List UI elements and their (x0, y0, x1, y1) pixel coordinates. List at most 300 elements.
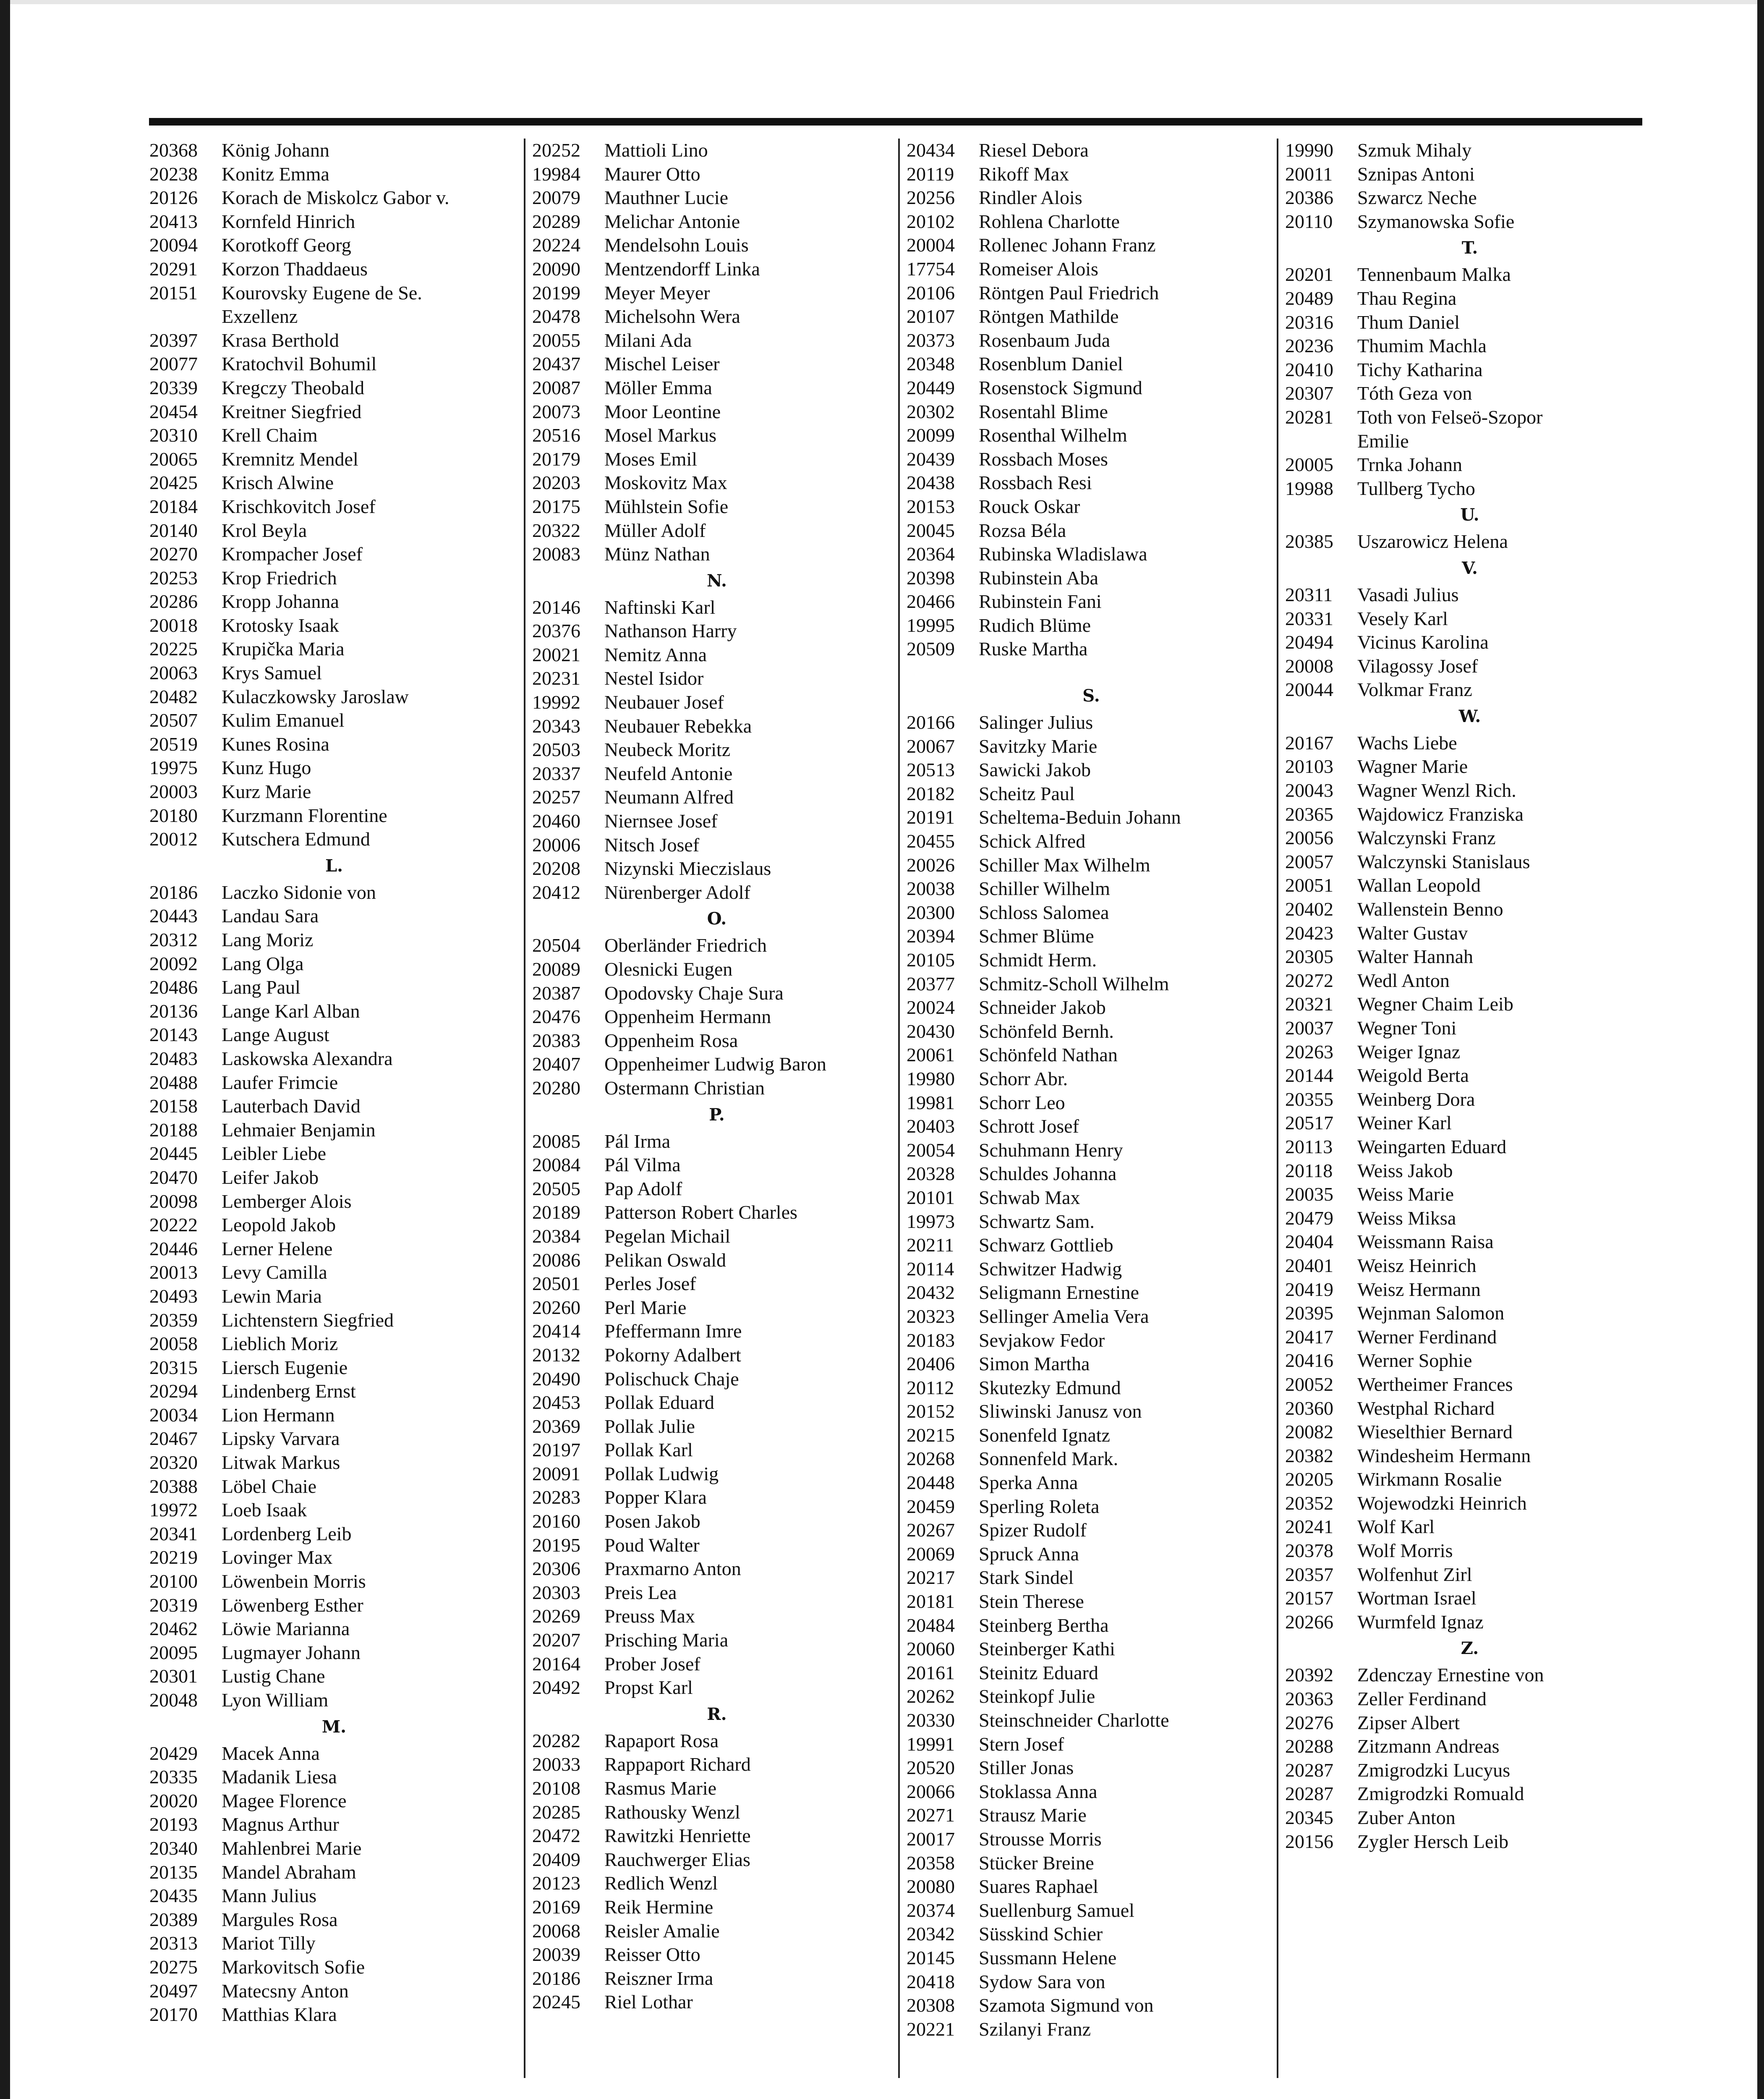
entry-number: 20519 (149, 733, 198, 755)
list-item (149, 1498, 519, 1522)
entry-number: 20065 (149, 448, 198, 470)
entry-name: Preis Lea (604, 1581, 677, 1603)
entry-name: Nürenberger Adolf (604, 881, 750, 903)
list-item (149, 400, 519, 424)
entry-name: Rindler Alois (979, 187, 1082, 209)
entry-name: Zmigrodzki Romuald (1357, 1783, 1524, 1805)
list-item (532, 376, 902, 400)
entry-name: Mentzendorff Linka (604, 258, 760, 280)
list-item (1285, 1420, 1654, 1444)
list-item (149, 376, 519, 400)
entry-name: Sonenfeld Ignatz (979, 1424, 1110, 1446)
entry-name: Zitzmann Andreas (1357, 1735, 1500, 1757)
entry-name: Kurz Marie (222, 781, 311, 803)
entry-name: Patterson Robert Charles (604, 1201, 797, 1223)
spacer (907, 661, 1276, 681)
list-item (907, 1138, 1276, 1162)
list-item (907, 424, 1276, 448)
list-column-2 (524, 139, 902, 2078)
list-item (532, 1130, 902, 1154)
list-item (532, 1943, 902, 1967)
list-item (1285, 921, 1654, 945)
entry-name: Rasmus Marie (604, 1777, 717, 1799)
entry-name: Savitzky Marie (979, 735, 1098, 757)
list-item (532, 1824, 902, 1848)
entry-number: 20143 (149, 1024, 198, 1046)
list-item (149, 1955, 519, 1979)
entry-name: Löwenberg Esther (222, 1594, 363, 1616)
entry-number: 20382 (1285, 1445, 1333, 1466)
entry-number: 20217 (907, 1567, 955, 1589)
entry-name: Krotosky Isaak (222, 614, 339, 636)
entry-number: 20308 (907, 1994, 955, 2016)
entry-number: 20245 (532, 1991, 580, 2013)
list-item (907, 1899, 1276, 1923)
entry-name: Weinberg Dora (1357, 1088, 1475, 1110)
list-item (907, 590, 1276, 614)
list-item (1285, 607, 1654, 631)
entry-number: 20493 (149, 1285, 198, 1307)
list-item (1285, 1759, 1654, 1782)
entry-number: 19992 (532, 691, 580, 713)
list-item (907, 1875, 1276, 1899)
list-item (907, 1162, 1276, 1186)
list-item (532, 448, 902, 471)
entry-name: Schorr Leo (979, 1091, 1065, 1113)
entry-number: 20287 (1285, 1759, 1333, 1781)
list-item (149, 1789, 519, 1813)
entry-name: Landau Sara (222, 905, 319, 927)
list-item (1285, 1468, 1654, 1492)
entry-number: 20182 (907, 783, 955, 804)
list-item (1285, 779, 1654, 803)
list-item (907, 162, 1276, 186)
entry-name: Krop Friedrich (222, 567, 337, 589)
entry-number: 20509 (907, 638, 955, 660)
list-item (532, 186, 902, 210)
entry-name: Schloss Salomea (979, 901, 1109, 923)
entry-name: Kropp Johanna (222, 591, 339, 612)
entry-number: 20412 (532, 881, 580, 903)
list-item (532, 619, 902, 643)
entry-name: Lange Karl Alban (222, 1000, 360, 1022)
entry-name: Naftinski Karl (604, 596, 716, 618)
entry-name: Stücker Breine (979, 1852, 1094, 1874)
entry-name: Steinberger Kathi (979, 1638, 1115, 1660)
list-item (149, 1451, 519, 1475)
entry-number: 20432 (907, 1282, 955, 1303)
entry-number: 20161 (907, 1662, 955, 1683)
list-item (149, 1190, 519, 1214)
list-item (1285, 874, 1654, 898)
entry-number: 20358 (907, 1852, 955, 1874)
entry-name: Löwenbein Morris (222, 1570, 366, 1592)
list-item (532, 643, 902, 667)
entry-number: 20035 (1285, 1183, 1333, 1205)
entry-name: Wolfenhut Zirl (1357, 1563, 1472, 1585)
list-item (532, 1557, 902, 1581)
entry-number: 20340 (149, 1837, 198, 1859)
entry-number: 19984 (532, 163, 580, 185)
entry-number: 20084 (532, 1154, 580, 1176)
entry-number: 20341 (149, 1523, 198, 1544)
entry-name: Exzellenz (222, 306, 298, 327)
entry-name: Lyon William (222, 1689, 329, 1711)
entry-name: Lemberger Alois (222, 1190, 352, 1212)
list-item (907, 853, 1276, 877)
entry-number: 20238 (149, 163, 198, 185)
entry-number: 20407 (532, 1053, 580, 1075)
entry-number: 20310 (149, 424, 198, 446)
entry-number: 20114 (907, 1258, 954, 1280)
entry-number: 20307 (1285, 382, 1333, 404)
list-item (149, 186, 519, 210)
list-item (907, 1970, 1276, 1994)
entry-number: 20460 (532, 810, 580, 832)
entry-name: Neufeld Antonie (604, 762, 733, 784)
entry-number: 20357 (1285, 1563, 1333, 1585)
list-item (1285, 826, 1654, 850)
list-item (149, 2003, 519, 2027)
entry-number: 20455 (907, 830, 955, 852)
entry-number: 20231 (532, 667, 580, 689)
list-item (149, 352, 519, 376)
entry-name: Trnka Johann (1357, 454, 1463, 476)
list-item (532, 809, 902, 833)
list-item (149, 1047, 519, 1071)
list-item (149, 1285, 519, 1309)
entry-name: Polischuck Chaje (604, 1368, 739, 1390)
entry-number: 20490 (532, 1368, 580, 1390)
entry-number: 20419 (1285, 1278, 1333, 1300)
list-item (1285, 1586, 1654, 1610)
entry-name: Rikoff Max (979, 163, 1069, 185)
entry-number: 20492 (532, 1677, 580, 1699)
entry-name: Olesnicki Eugen (604, 958, 733, 980)
scan-top-edge (0, 0, 1764, 4)
list-item (907, 1566, 1276, 1590)
entry-number: 20486 (149, 976, 198, 998)
list-item (532, 1201, 902, 1225)
entry-name: Reisser Otto (604, 1944, 700, 1966)
list-item (149, 1688, 519, 1712)
entry-number: 20060 (907, 1638, 955, 1660)
entry-number: 20211 (907, 1234, 954, 1256)
list-item (532, 329, 902, 353)
entry-name: Wertheimer Frances (1357, 1373, 1513, 1395)
list-item (1285, 1806, 1654, 1830)
list-item (149, 162, 519, 186)
list-item (149, 1213, 519, 1237)
entry-number: 20266 (1285, 1611, 1333, 1633)
entry-number: 20330 (907, 1709, 955, 1731)
entry-name: Rudich Blüme (979, 614, 1091, 636)
list-item (907, 1803, 1276, 1827)
entry-number: 20207 (532, 1629, 580, 1651)
list-item (149, 1332, 519, 1356)
list-item (1285, 731, 1654, 755)
list-item (1285, 358, 1654, 382)
list-item (149, 1000, 519, 1023)
list-item (907, 735, 1276, 759)
entry-name: Leopold Jakob (222, 1214, 336, 1236)
list-item (1285, 803, 1654, 827)
entry-number: 20453 (532, 1392, 580, 1413)
entry-name: Uszarowicz Helena (1357, 531, 1508, 552)
entry-number: 20126 (149, 187, 198, 209)
list-item (907, 139, 1276, 162)
list-item (532, 857, 902, 881)
entry-number: 20388 (149, 1475, 198, 1497)
list-item (907, 1733, 1276, 1756)
entry-name: Magee Florence (222, 1790, 347, 1811)
entry-number: 20005 (1285, 454, 1333, 476)
list-item (149, 1861, 519, 1884)
entry-name: Rozsa Béla (979, 519, 1066, 541)
entry-name: Zygler Hersch Leib (1357, 1830, 1509, 1852)
entry-name: Oppenheim Rosa (604, 1029, 738, 1051)
entry-name: Romeiser Alois (979, 258, 1098, 280)
entry-number: 20316 (1285, 311, 1333, 333)
entry-number: 20152 (907, 1400, 955, 1422)
entry-name: Tóth Geza von (1357, 382, 1472, 404)
entry-name: Pál Irma (604, 1130, 671, 1152)
entry-name: Wajdowicz Franziska (1357, 803, 1524, 825)
entry-number: 20026 (907, 854, 955, 876)
entry-name: Lauterbach David (222, 1095, 361, 1117)
entry-number: 20160 (532, 1510, 580, 1532)
entry-name: Praxmarno Anton (604, 1558, 741, 1580)
entry-number: 20395 (1285, 1302, 1333, 1324)
entry-number: 20123 (532, 1872, 580, 1894)
entry-name: Vilagossy Josef (1357, 655, 1478, 677)
entry-name: Krupička Maria (222, 638, 345, 660)
entry-number: 20446 (149, 1238, 198, 1259)
entry-number: 20051 (1285, 874, 1333, 896)
list-item (149, 1427, 519, 1451)
entry-number: 20179 (532, 448, 580, 470)
entry-number: 20443 (149, 905, 198, 927)
list-item (532, 162, 902, 186)
entry-name: Wolf Morris (1357, 1540, 1453, 1562)
entry-name: Wachs Liebe (1357, 732, 1457, 754)
list-item (1285, 162, 1654, 186)
list-item (149, 1979, 519, 2003)
list-item (532, 1990, 902, 2014)
entry-name: Nestel Isidor (604, 667, 704, 689)
entry-number: 20184 (149, 495, 198, 517)
entry-name: Mosel Markus (604, 424, 717, 446)
entry-name: Röntgen Mathilde (979, 306, 1119, 327)
entry-name: Korzon Thaddaeus (222, 258, 368, 280)
entry-number: 20398 (907, 567, 955, 589)
list-item (532, 139, 902, 162)
entry-name: Ostermann Christian (604, 1077, 765, 1099)
entry-number: 20289 (532, 210, 580, 232)
entry-name: Walter Gustav (1357, 922, 1468, 944)
entry-number: 20183 (907, 1329, 955, 1351)
entry-name: Litwak Markus (222, 1452, 340, 1473)
list-item (532, 738, 902, 762)
entry-name: Pap Adolf (604, 1178, 682, 1199)
list-item (532, 1652, 902, 1676)
list-item (532, 785, 902, 809)
entry-name: Schuhmann Henry (979, 1139, 1123, 1161)
entry-name: Krompacher Josef (222, 543, 363, 565)
list-item (149, 1309, 519, 1332)
entry-name: Ruske Martha (979, 638, 1088, 660)
entry-name: Wojewodzki Heinrich (1357, 1492, 1527, 1514)
entry-name: Stern Josef (979, 1733, 1064, 1755)
entry-number: 20256 (907, 187, 955, 209)
list-item (149, 257, 519, 281)
entry-name: Nitsch Josef (604, 834, 700, 856)
entry-number: 20383 (532, 1029, 580, 1051)
entry-name: Leibler Liebe (222, 1143, 327, 1165)
section-letter-heading: S. (1082, 686, 1100, 706)
entry-name: Sevjakow Fedor (979, 1329, 1105, 1351)
entry-name: Szwarcz Neche (1357, 187, 1477, 209)
list-item (907, 1067, 1276, 1091)
entry-number: 20517 (1285, 1112, 1333, 1134)
entry-name: Wejnman Salomon (1357, 1302, 1505, 1324)
entry-name: Scheitz Paul (979, 783, 1075, 804)
entry-number: 19972 (149, 1499, 198, 1521)
list-item (1285, 530, 1654, 554)
entry-number: 20105 (907, 949, 955, 971)
list-item (1285, 1735, 1654, 1759)
entry-name: Kurzmann Florentine (222, 804, 387, 826)
list-item (532, 1153, 902, 1177)
entry-number: 20056 (1285, 827, 1333, 849)
entry-number: 20389 (149, 1908, 198, 1930)
section-letter-heading: L. (325, 856, 343, 876)
entry-name: Pelikan Oswald (604, 1249, 727, 1271)
entry-name: Szmuk Mihaly (1357, 139, 1472, 161)
entry-number: 20203 (532, 472, 580, 494)
entry-number: 20087 (532, 377, 580, 398)
entry-name: Zdenczay Ernestine von (1357, 1664, 1544, 1686)
entry-number: 20321 (1285, 993, 1333, 1015)
list-item (907, 1020, 1276, 1044)
entry-number: 20497 (149, 1980, 198, 2002)
list-item (532, 934, 902, 958)
entry-number: 20170 (149, 2004, 198, 2026)
entry-number: 20057 (1285, 851, 1333, 872)
entry-number: 20438 (907, 472, 955, 494)
entry-number: 20066 (907, 1780, 955, 1802)
list-item (1285, 1563, 1654, 1587)
entry-number: 20112 (907, 1377, 954, 1398)
list-item (907, 1115, 1276, 1138)
entry-name: Szamota Sigmund von (979, 1994, 1154, 2016)
entry-number: 20012 (149, 828, 198, 850)
entry-name: Korach de Miskolcz Gabor v. (222, 187, 449, 209)
entry-name: Matecsny Anton (222, 1980, 349, 2002)
entry-number: 20484 (907, 1614, 955, 1636)
entry-number: 20082 (1285, 1421, 1333, 1443)
entry-name: Wedl Anton (1357, 969, 1450, 991)
entry-number: 20305 (1285, 946, 1333, 968)
entry-number: 20368 (149, 139, 198, 161)
entry-number: 20195 (532, 1534, 580, 1556)
list-item (532, 667, 902, 691)
list-item (1285, 678, 1654, 702)
entry-name: Rohlena Charlotte (979, 210, 1120, 232)
entry-number: 20348 (907, 353, 955, 375)
entry-number: 20387 (532, 982, 580, 1004)
entry-name: Schmitz-Scholl Wilhelm (979, 973, 1169, 995)
entry-name: Westphal Richard (1357, 1397, 1495, 1419)
entry-name: Michelsohn Wera (604, 306, 740, 327)
list-item (907, 948, 1276, 972)
list-item (1285, 406, 1654, 429)
entry-name: Müller Adolf (604, 519, 706, 541)
entry-number: 20267 (907, 1519, 955, 1541)
list-item (1285, 1301, 1654, 1325)
entry-name: Weiger Ignaz (1357, 1041, 1461, 1063)
list-item (907, 637, 1276, 661)
entry-name: Niernsee Josef (604, 810, 718, 832)
entry-number: 20302 (907, 400, 955, 422)
list-item (1285, 186, 1654, 210)
entry-name: Schmer Blüme (979, 925, 1094, 947)
entry-number: 20166 (907, 712, 955, 733)
list-item (532, 352, 902, 376)
list-item (1285, 1254, 1654, 1278)
entry-name: Rossbach Resi (979, 472, 1092, 494)
list-item (149, 495, 519, 519)
entry-name: Rathousky Wenzl (604, 1801, 740, 1823)
entry-number: 20482 (149, 686, 198, 707)
entry-number: 20520 (907, 1757, 955, 1779)
entry-number: 20020 (149, 1790, 198, 1811)
entry-name: Milani Ada (604, 329, 692, 351)
entry-number: 20073 (532, 400, 580, 422)
entry-number: 20236 (1285, 335, 1333, 357)
entry-name: Vesely Karl (1357, 607, 1448, 629)
entry-number: 20052 (1285, 1373, 1333, 1395)
list-item (149, 1742, 519, 1766)
entry-name: Markovitsch Sofie (222, 1956, 365, 1978)
list-item (907, 352, 1276, 376)
entry-number: 20263 (1285, 1041, 1333, 1063)
entry-number: 20191 (907, 806, 955, 828)
entry-name: Walczynski Stanislaus (1357, 851, 1530, 872)
section-letter-heading: P. (709, 1104, 725, 1125)
entry-name: Spizer Rudolf (979, 1519, 1087, 1541)
list-item (1285, 1492, 1654, 1515)
list-item (907, 1281, 1276, 1305)
list-item (1285, 1444, 1654, 1468)
entry-name: Lehmaier Benjamin (222, 1119, 376, 1141)
entry-name: Emilie (1357, 430, 1409, 452)
list-column-1 (149, 139, 519, 2078)
list-item (149, 614, 519, 638)
entry-number: 20303 (532, 1581, 580, 1603)
entry-number: 20448 (907, 1472, 955, 1494)
entry-number: 20483 (149, 1047, 198, 1069)
entry-number: 20103 (1285, 756, 1333, 777)
entry-name: Preuss Max (604, 1605, 695, 1627)
entry-number: 20215 (907, 1424, 955, 1446)
entry-name: Moses Emil (604, 448, 698, 470)
list-item (532, 1871, 902, 1895)
entry-number: 20423 (1285, 922, 1333, 944)
entry-number: 20445 (149, 1143, 198, 1165)
list-item (149, 1094, 519, 1118)
entry-name: Wagner Wenzl Rich. (1357, 780, 1516, 801)
